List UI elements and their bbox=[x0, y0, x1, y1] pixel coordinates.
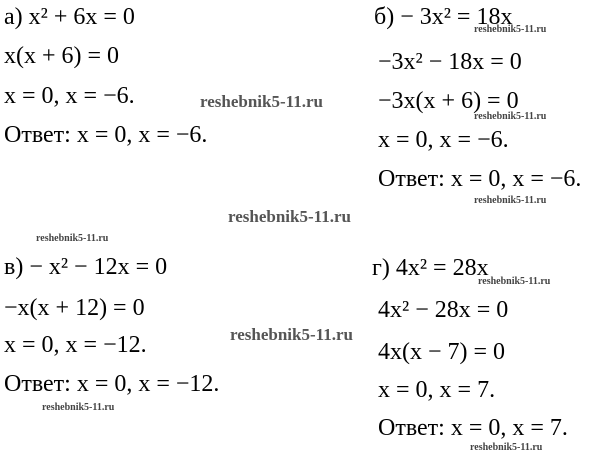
problem-v-line-1 bbox=[4, 252, 167, 282]
watermark: reshebnik5-11.ru bbox=[228, 207, 351, 226]
watermark-small: reshebnik5-11.ru bbox=[42, 402, 115, 413]
watermark-small: reshebnik5-11.ru bbox=[478, 276, 551, 287]
watermark: reshebnik5-11.ru bbox=[200, 92, 323, 111]
watermark-small: reshebnik5-11.ru bbox=[470, 442, 543, 453]
problem-a-line-3: x = 0, x = −6. bbox=[4, 83, 135, 109]
problem-g-answer: Ответ: x = 0, x = 7. bbox=[378, 415, 568, 441]
equation: 4x² = 28x bbox=[395, 255, 489, 281]
problem-v-label: в) bbox=[4, 254, 24, 280]
problem-g-line-3: 4x(x − 7) = 0 bbox=[378, 339, 506, 365]
problem-a-label: а) bbox=[4, 4, 23, 30]
problem-a-answer: Ответ: x = 0, x = −6. bbox=[4, 122, 208, 148]
problem-a-line-1 bbox=[4, 2, 135, 32]
problem-g-line-1 bbox=[372, 253, 489, 283]
problem-a-line-2: x(x + 6) = 0 bbox=[4, 43, 120, 69]
problem-v-line-2: −x(x + 12) = 0 bbox=[4, 295, 145, 321]
problem-b-label: б) bbox=[374, 4, 395, 30]
problem-v-line-3: x = 0, x = −12. bbox=[4, 332, 147, 358]
problem-g-line-4: x = 0, x = 7. bbox=[378, 377, 496, 403]
problem-b-answer: Ответ: x = 0, x = −6. bbox=[378, 166, 582, 192]
problem-g-line-2: 4x² − 28x = 0 bbox=[378, 297, 509, 323]
equation: x² + 6x = 0 bbox=[28, 4, 135, 30]
watermark-small: reshebnik5-11.ru bbox=[474, 24, 547, 35]
problem-g-label: г) bbox=[372, 255, 390, 281]
equation: − x² − 12x = 0 bbox=[29, 254, 168, 280]
watermark: reshebnik5-11.ru bbox=[230, 325, 353, 344]
problem-b-line-4: x = 0, x = −6. bbox=[378, 127, 509, 153]
watermark-small: reshebnik5-11.ru bbox=[474, 195, 547, 206]
problem-v-answer: Ответ: x = 0, x = −12. bbox=[4, 371, 220, 397]
problem-b-line-2: −3x² − 18x = 0 bbox=[378, 49, 522, 75]
watermark-small: reshebnik5-11.ru bbox=[36, 233, 109, 244]
equation: − 3x² = 18x bbox=[400, 4, 513, 30]
watermark-small: reshebnik5-11.ru bbox=[474, 111, 547, 122]
problem-b-line-3: −3x(x + 6) = 0 bbox=[378, 88, 519, 114]
